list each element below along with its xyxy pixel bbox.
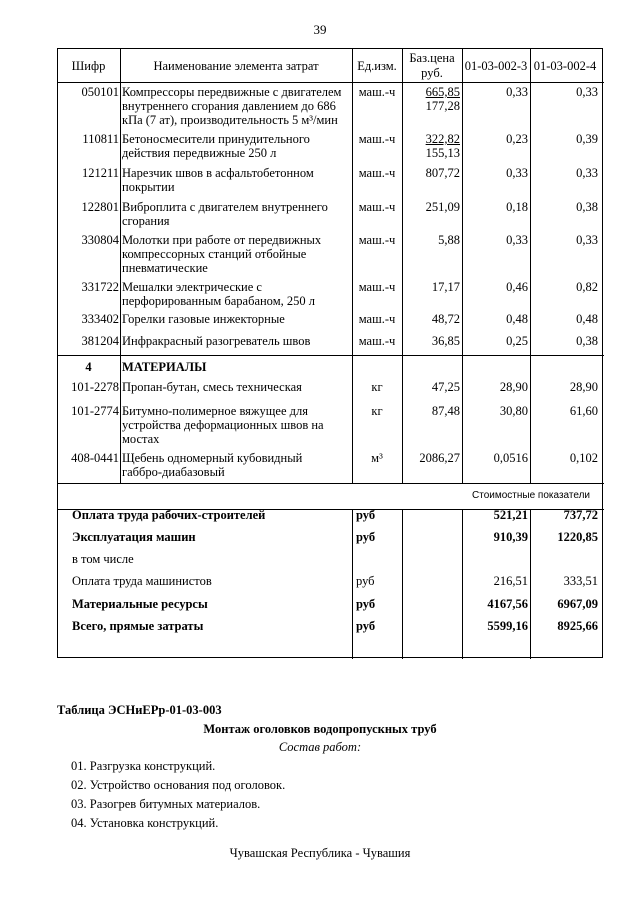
row-unit: маш.-ч [358,132,396,146]
row-price [404,132,460,160]
summary-unit: руб [356,574,375,588]
material-value-col3: 0,0516 [493,451,528,465]
row-name-line: действия передвижные 250 л [122,146,277,160]
summary-label: Материальные ресурсы [72,597,208,611]
material-price: 47,25 [431,380,460,394]
row-name-line: внутреннего сгорания давлением до 686 [122,99,336,113]
row-code: 331722 [81,280,119,294]
summary-value-col3: 521,21 [493,508,528,522]
row-code: 330804 [81,233,119,247]
summary-value-col4: 1220,85 [557,530,598,544]
footer: Чувашская Республика - Чувашия [229,846,411,860]
row-unit: маш.-ч [358,334,396,348]
row-price-secondary: 155,13 [425,146,460,160]
row-value-col3: 0,33 [506,166,528,180]
row-name [122,166,350,194]
row-code: 333402 [81,312,119,326]
row-price-secondary: 177,28 [425,99,460,113]
row-name-line: Инфракрасный разогреватель швов [122,334,311,348]
row-name-line: кПа (7 ат), производительность 5 м³/мин [122,113,338,127]
work-item: 03. Разогрев битумных материалов. [71,797,261,811]
row-name [122,85,350,127]
row-unit: маш.-ч [358,312,396,326]
material-value-col3: 30,80 [499,404,528,418]
material-value-col3: 28,90 [499,380,528,394]
material-code: 408-0441 [71,451,119,465]
material-price: 2086,27 [419,451,460,465]
summary-value-col4: 333,51 [563,574,598,588]
row-price: 807,72 [425,166,460,180]
work-item: 04. Установка конструкций. [71,816,219,830]
row-name-line: покрытии [122,180,175,194]
row-name [122,132,350,160]
material-price: 87,48 [431,404,460,418]
works-heading: Состав работ: [278,740,362,754]
header-col4: 01-03-002-4 [533,59,597,73]
row-price: 251,09 [425,200,460,214]
material-name-line: устройства деформационных швов на [122,418,324,432]
material-value-col4: 0,102 [569,451,598,465]
material-name-line: Щебень одномерный кубовидный [122,451,303,465]
row-name [122,334,350,348]
row-name-line: Виброплита с двигателем внутреннего [122,200,328,214]
row-name-line: Горелки газовые инжекторные [122,312,285,326]
cost-caption: Стоимостные показатели [472,490,590,501]
row-code: 121211 [81,166,119,180]
row-code: 381204 [81,334,119,348]
row-name-line: сгорания [122,214,170,228]
row-price: 36,85 [431,334,460,348]
summary-label: Оплата труда рабочих-строителей [72,508,266,522]
row-name-line: Нарезчик швов в асфальтобетонном [122,166,314,180]
summary-label: в том числе [72,552,134,566]
row-value-col4: 0,38 [576,200,598,214]
summary-unit: руб [356,597,376,611]
material-unit: кг [371,404,383,418]
row-value-col3: 0,18 [506,200,528,214]
material-name [122,404,350,446]
row-value-col4: 0,39 [576,132,598,146]
row-name [122,233,350,275]
work-item: 01. Разгрузка конструкций. [71,759,216,773]
row-price [404,85,460,113]
summary-unit: руб [356,530,376,544]
row-value-col3: 0,23 [506,132,528,146]
row-value-col4: 0,33 [576,233,598,247]
row-price: 48,72 [431,312,460,326]
row-value-col4: 0,48 [576,312,598,326]
header-code: Шифр [71,59,106,73]
summary-label: Всего, прямые затраты [72,619,204,633]
summary-value-col3: 5599,16 [487,619,528,633]
header-price-line2: руб. [421,66,443,80]
row-price: 17,17 [431,280,460,294]
material-value-col4: 28,90 [569,380,598,394]
row-price-value: 322,82 [425,132,460,146]
work-item: 02. Устройство основания под оголовок. [71,778,286,792]
material-code: 101-2278 [71,380,119,394]
row-name-line: Бетоносмесители принудительного [122,132,310,146]
header-unit: Ед.изм. [357,59,397,73]
row-value-col3: 0,46 [506,280,528,294]
section-heading: Монтаж оголовков водопропускных труб [203,722,437,736]
row-name-line: Мешалки электрические с [122,280,262,294]
summary-value-col3: 4167,56 [487,597,528,611]
material-unit: м³ [371,451,383,465]
row-value-col3: 0,33 [506,85,528,99]
row-code: 050101 [81,85,119,99]
summary-value-col4: 6967,09 [557,597,598,611]
material-name-line: габбро-диабазовый [122,465,225,479]
row-unit: маш.-ч [358,85,396,99]
page-number: 39 [313,22,327,37]
material-name-line: Битумно-полимерное вяжущее для [122,404,309,418]
row-name [122,200,350,228]
summary-label: Эксплуатация машин [72,530,196,544]
row-name-line: перфорированным барабаном, 250 л [122,294,315,308]
summary-value-col3: 216,51 [493,574,528,588]
material-name [122,451,350,479]
row-name-line: Компрессоры передвижные с двигателем [122,85,342,99]
summary-unit: руб [356,619,376,633]
row-price-value: 665,85 [425,85,460,99]
row-name-line: компрессорных станций отбойные [122,247,307,261]
summary-unit: руб [356,508,376,522]
material-code: 101-2774 [71,404,119,418]
summary-value-col4: 8925,66 [557,619,598,633]
header-price-line1: Баз.цена [409,51,455,65]
row-value-col3: 0,25 [506,334,528,348]
cost-table [57,48,603,658]
header-col3: 01-03-002-3 [464,59,528,73]
material-unit: кг [371,380,383,394]
row-unit: маш.-ч [358,200,396,214]
material-value-col4: 61,60 [569,404,598,418]
row-unit: маш.-ч [358,233,396,247]
row-code: 122801 [81,200,119,214]
row-value-col3: 0,48 [506,312,528,326]
row-unit: маш.-ч [358,166,396,180]
material-name [122,380,350,394]
row-name [122,280,350,308]
material-name-line: мостах [122,432,160,446]
row-value-col3: 0,33 [506,233,528,247]
row-name [122,312,350,326]
row-name-line: пневматические [122,261,208,275]
section-title: МАТЕРИАЛЫ [122,360,207,374]
summary-label: Оплата труда машинистов [72,574,212,588]
row-unit: маш.-ч [358,280,396,294]
row-value-col4: 0,82 [576,280,598,294]
row-value-col4: 0,38 [576,334,598,348]
header-name: Наименование элемента затрат [153,59,319,73]
material-name-line: Пропан-бутан, смесь техническая [122,380,302,394]
row-price: 5,88 [438,233,460,247]
table-title: Таблица ЭСНиЕРр-01-03-003 [57,703,222,717]
summary-value-col4: 737,72 [563,508,598,522]
section-number: 4 [85,360,92,374]
summary-value-col3: 910,39 [493,530,528,544]
row-value-col4: 0,33 [576,166,598,180]
row-code: 110811 [82,132,119,146]
row-value-col4: 0,33 [576,85,598,99]
row-name-line: Молотки при работе от передвижных [122,233,322,247]
